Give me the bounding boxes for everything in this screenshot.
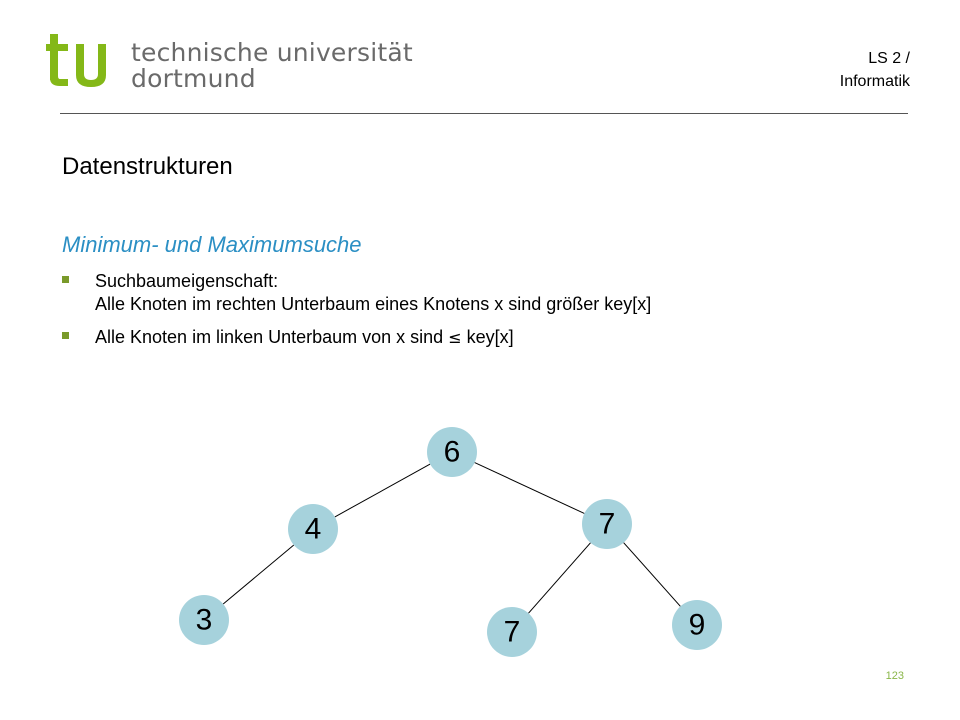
page-number: 123 — [885, 670, 904, 682]
tree-node-right — [582, 499, 632, 549]
tree-node-key: 3 — [195, 603, 213, 637]
tree-node-left — [288, 504, 338, 554]
tree-node-key: 7 — [503, 615, 521, 649]
tree-edge — [529, 543, 591, 613]
tree-edge — [223, 545, 294, 604]
slide-title: Datenstrukturen — [62, 153, 233, 180]
tree-node-key: 4 — [304, 512, 322, 546]
tree-node-right-left — [487, 607, 537, 657]
tree-edge — [335, 464, 430, 517]
tree-node-right-right — [672, 600, 722, 650]
university-name-line1: technische universität — [131, 38, 413, 67]
less-equal-symbol: ≤ — [448, 328, 462, 347]
section-subtitle: Minimum- und Maximumsuche — [62, 232, 362, 257]
tree-node-key: 7 — [598, 507, 616, 541]
tree-edge — [624, 543, 681, 607]
tree-node-key: 6 — [443, 435, 461, 469]
bullet-text-post: key[x] — [461, 327, 514, 347]
tree-node-root — [427, 427, 477, 477]
bullet-text-line: Suchbaumeigenschaft: — [95, 271, 279, 291]
bullet-text-line: Alle Knoten im rechten Unterbaum eines Knotens x sind größer key[x] — [95, 294, 652, 314]
tree-node-key: 9 — [688, 608, 706, 642]
tree-edge — [475, 463, 585, 514]
bullet-text-pre: Alle Knoten im linken Unterbaum von x sind — [95, 327, 449, 347]
university-name-line2: dortmund — [131, 64, 256, 93]
chair-label-line1: LS 2 / — [868, 50, 910, 67]
chair-label-line2: Informatik — [839, 73, 910, 90]
tree-node-left-left — [179, 595, 229, 645]
